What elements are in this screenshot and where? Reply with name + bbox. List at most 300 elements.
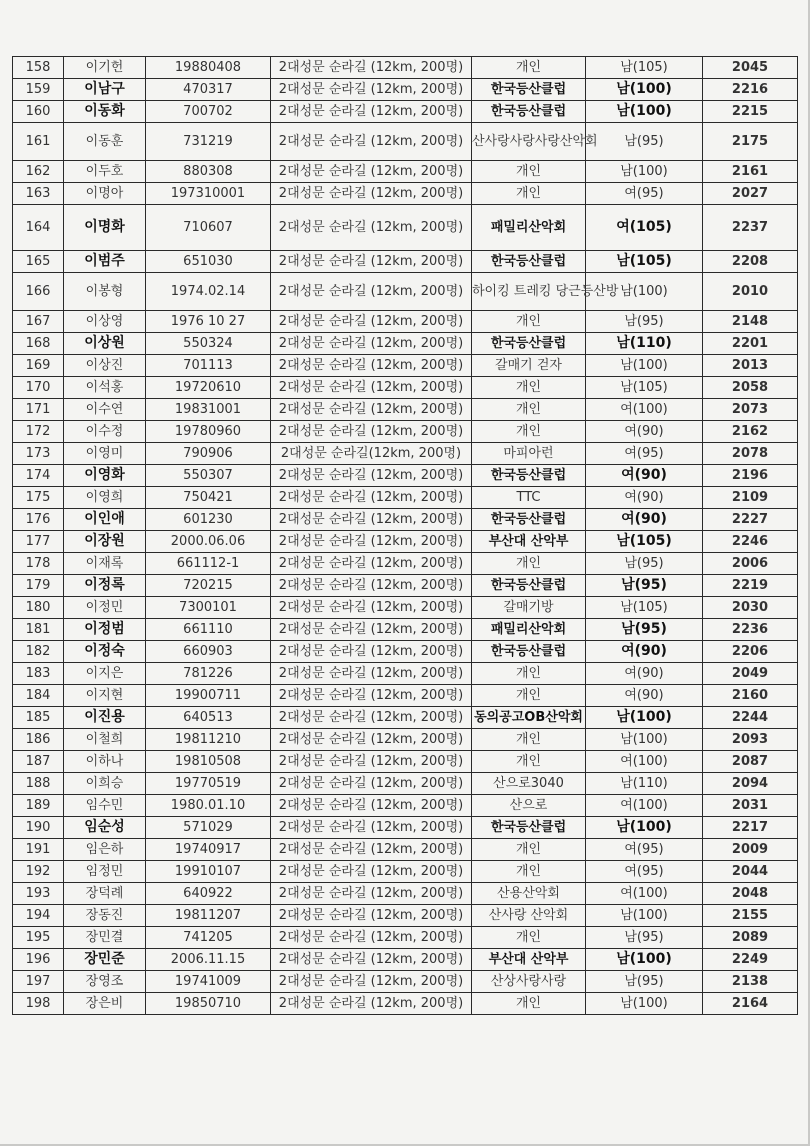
participant-name: 이두호 bbox=[64, 161, 146, 183]
course-name: 2대성문 순라길 (12km, 200명) bbox=[271, 795, 472, 817]
course-name: 2대성문 순라길 (12km, 200명) bbox=[271, 183, 472, 205]
gender-size: 여(95) bbox=[586, 183, 703, 205]
gender-size: 남(95) bbox=[586, 971, 703, 993]
row-number: 192 bbox=[13, 861, 64, 883]
table-row bbox=[13, 575, 798, 597]
participant-name: 이상원 bbox=[64, 333, 146, 355]
table-row bbox=[13, 377, 798, 399]
table-row bbox=[13, 333, 798, 355]
participant-name: 장은비 bbox=[64, 993, 146, 1015]
row-number: 198 bbox=[13, 993, 64, 1015]
course-name: 2대성문 순라길 (12km, 200명) bbox=[271, 487, 472, 509]
course-name: 2대성문 순라길 (12km, 200명) bbox=[271, 729, 472, 751]
affiliation: TTC bbox=[472, 487, 586, 509]
affiliation: 갈매기방 bbox=[472, 597, 586, 619]
course-name: 2대성문 순라길 (12km, 200명) bbox=[271, 333, 472, 355]
record-number: 2148 bbox=[703, 311, 798, 333]
table-row bbox=[13, 729, 798, 751]
birth-date: 19810508 bbox=[146, 751, 271, 773]
gender-size: 여(90) bbox=[586, 509, 703, 531]
table-row bbox=[13, 861, 798, 883]
affiliation: 개인 bbox=[472, 377, 586, 399]
table-row bbox=[13, 355, 798, 377]
participant-table bbox=[12, 56, 798, 1015]
birth-date: 19740917 bbox=[146, 839, 271, 861]
gender-size: 여(90) bbox=[586, 641, 703, 663]
gender-size: 남(100) bbox=[586, 905, 703, 927]
gender-size: 여(90) bbox=[586, 663, 703, 685]
table-row bbox=[13, 531, 798, 553]
affiliation: 한국등산클럽 bbox=[472, 101, 586, 123]
record-number: 2010 bbox=[703, 273, 798, 311]
table-row bbox=[13, 161, 798, 183]
birth-date: 741205 bbox=[146, 927, 271, 949]
affiliation: 개인 bbox=[472, 553, 586, 575]
record-number: 2006 bbox=[703, 553, 798, 575]
birth-date: 19811210 bbox=[146, 729, 271, 751]
gender-size: 남(105) bbox=[586, 251, 703, 273]
birth-date: 640922 bbox=[146, 883, 271, 905]
gender-size: 남(105) bbox=[586, 377, 703, 399]
record-number: 2009 bbox=[703, 839, 798, 861]
birth-date: 19880408 bbox=[146, 57, 271, 79]
table-row bbox=[13, 487, 798, 509]
participant-name: 이장원 bbox=[64, 531, 146, 553]
course-name: 2대성문 순라길 (12km, 200명) bbox=[271, 971, 472, 993]
affiliation: 개인 bbox=[472, 685, 586, 707]
gender-size: 여(95) bbox=[586, 861, 703, 883]
row-number: 188 bbox=[13, 773, 64, 795]
birth-date: 731219 bbox=[146, 123, 271, 161]
participant-name: 임정민 bbox=[64, 861, 146, 883]
gender-size: 남(105) bbox=[586, 531, 703, 553]
affiliation: 동의공고OB산악회 bbox=[472, 707, 586, 729]
gender-size: 남(100) bbox=[586, 817, 703, 839]
participant-name: 이철희 bbox=[64, 729, 146, 751]
table-row bbox=[13, 273, 798, 311]
table-row bbox=[13, 465, 798, 487]
gender-size: 남(100) bbox=[586, 993, 703, 1015]
record-number: 2196 bbox=[703, 465, 798, 487]
table-row bbox=[13, 883, 798, 905]
gender-size: 남(100) bbox=[586, 273, 703, 311]
affiliation: 한국등산클럽 bbox=[472, 333, 586, 355]
course-name: 2대성문 순라길 (12km, 200명) bbox=[271, 619, 472, 641]
participant-name: 이영미 bbox=[64, 443, 146, 465]
gender-size: 남(95) bbox=[586, 575, 703, 597]
course-name: 2대성문 순라길 (12km, 200명) bbox=[271, 205, 472, 251]
affiliation: 한국등산클럽 bbox=[472, 641, 586, 663]
affiliation: 개인 bbox=[472, 861, 586, 883]
participant-name: 이석홍 bbox=[64, 377, 146, 399]
birth-date: 19770519 bbox=[146, 773, 271, 795]
affiliation: 한국등산클럽 bbox=[472, 509, 586, 531]
gender-size: 여(100) bbox=[586, 399, 703, 421]
birth-date: 750421 bbox=[146, 487, 271, 509]
course-name: 2대성문 순라길 (12km, 200명) bbox=[271, 57, 472, 79]
table-row bbox=[13, 839, 798, 861]
birth-date: 7300101 bbox=[146, 597, 271, 619]
record-number: 2031 bbox=[703, 795, 798, 817]
row-number: 189 bbox=[13, 795, 64, 817]
table-row bbox=[13, 949, 798, 971]
course-name: 2대성문 순라길 (12km, 200명) bbox=[271, 773, 472, 795]
course-name: 2대성문 순라길 (12km, 200명) bbox=[271, 465, 472, 487]
row-number: 179 bbox=[13, 575, 64, 597]
gender-size: 남(95) bbox=[586, 123, 703, 161]
birth-date: 661112-1 bbox=[146, 553, 271, 575]
table-row bbox=[13, 79, 798, 101]
affiliation: 개인 bbox=[472, 927, 586, 949]
row-number: 160 bbox=[13, 101, 64, 123]
row-number: 186 bbox=[13, 729, 64, 751]
participant-name: 장덕례 bbox=[64, 883, 146, 905]
record-number: 2058 bbox=[703, 377, 798, 399]
birth-date: 19900711 bbox=[146, 685, 271, 707]
affiliation: 산사랑사랑사랑산악회 bbox=[472, 123, 586, 161]
gender-size: 여(100) bbox=[586, 751, 703, 773]
affiliation: 개인 bbox=[472, 399, 586, 421]
participant-name: 이정범 bbox=[64, 619, 146, 641]
row-number: 172 bbox=[13, 421, 64, 443]
gender-size: 남(100) bbox=[586, 949, 703, 971]
birth-date: 640513 bbox=[146, 707, 271, 729]
affiliation: 부산대 산악부 bbox=[472, 949, 586, 971]
birth-date: 701113 bbox=[146, 355, 271, 377]
table-row bbox=[13, 641, 798, 663]
table-row bbox=[13, 751, 798, 773]
course-name: 2대성문 순라길 (12km, 200명) bbox=[271, 311, 472, 333]
affiliation: 마피아런 bbox=[472, 443, 586, 465]
participant-name: 이수정 bbox=[64, 421, 146, 443]
affiliation: 갈매기 걷자 bbox=[472, 355, 586, 377]
course-name: 2대성문 순라길 (12km, 200명) bbox=[271, 273, 472, 311]
table-row bbox=[13, 251, 798, 273]
row-number: 158 bbox=[13, 57, 64, 79]
gender-size: 남(100) bbox=[586, 161, 703, 183]
birth-date: 550307 bbox=[146, 465, 271, 487]
birth-date: 19741009 bbox=[146, 971, 271, 993]
participant-name: 이지은 bbox=[64, 663, 146, 685]
row-number: 167 bbox=[13, 311, 64, 333]
course-name: 2대성문 순라길 (12km, 200명) bbox=[271, 355, 472, 377]
record-number: 2013 bbox=[703, 355, 798, 377]
course-name: 2대성문 순라길 (12km, 200명) bbox=[271, 421, 472, 443]
participant-name: 이정민 bbox=[64, 597, 146, 619]
gender-size: 남(95) bbox=[586, 927, 703, 949]
row-number: 176 bbox=[13, 509, 64, 531]
affiliation: 한국등산클럽 bbox=[472, 817, 586, 839]
birth-date: 197310001 bbox=[146, 183, 271, 205]
affiliation: 개인 bbox=[472, 421, 586, 443]
affiliation: 패밀리산악회 bbox=[472, 619, 586, 641]
affiliation: 산상사랑사랑 bbox=[472, 971, 586, 993]
record-number: 2078 bbox=[703, 443, 798, 465]
record-number: 2089 bbox=[703, 927, 798, 949]
birth-date: 19811207 bbox=[146, 905, 271, 927]
gender-size: 여(105) bbox=[586, 205, 703, 251]
row-number: 187 bbox=[13, 751, 64, 773]
participant-name: 이영희 bbox=[64, 487, 146, 509]
table-row bbox=[13, 205, 798, 251]
record-number: 2045 bbox=[703, 57, 798, 79]
affiliation: 개인 bbox=[472, 839, 586, 861]
table-row bbox=[13, 421, 798, 443]
record-number: 2175 bbox=[703, 123, 798, 161]
course-name: 2대성문 순라길 (12km, 200명) bbox=[271, 883, 472, 905]
participant-name: 이상영 bbox=[64, 311, 146, 333]
birth-date: 571029 bbox=[146, 817, 271, 839]
participant-name: 이봉형 bbox=[64, 273, 146, 311]
participant-name: 이정숙 bbox=[64, 641, 146, 663]
record-number: 2044 bbox=[703, 861, 798, 883]
participant-name: 장민결 bbox=[64, 927, 146, 949]
affiliation: 한국등산클럽 bbox=[472, 575, 586, 597]
course-name: 2대성문 순라길 (12km, 200명) bbox=[271, 575, 472, 597]
participant-name: 이남구 bbox=[64, 79, 146, 101]
record-number: 2162 bbox=[703, 421, 798, 443]
row-number: 195 bbox=[13, 927, 64, 949]
course-name: 2대성문 순라길 (12km, 200명) bbox=[271, 905, 472, 927]
table-row bbox=[13, 399, 798, 421]
birth-date: 651030 bbox=[146, 251, 271, 273]
birth-date: 660903 bbox=[146, 641, 271, 663]
affiliation: 개인 bbox=[472, 161, 586, 183]
affiliation: 개인 bbox=[472, 183, 586, 205]
affiliation: 산사랑 산악회 bbox=[472, 905, 586, 927]
birth-date: 19910107 bbox=[146, 861, 271, 883]
gender-size: 남(110) bbox=[586, 333, 703, 355]
table-row bbox=[13, 101, 798, 123]
affiliation: 한국등산클럽 bbox=[472, 251, 586, 273]
affiliation: 산으로 bbox=[472, 795, 586, 817]
record-number: 2027 bbox=[703, 183, 798, 205]
course-name: 2대성문 순라길 (12km, 200명) bbox=[271, 531, 472, 553]
birth-date: 19720610 bbox=[146, 377, 271, 399]
birth-date: 661110 bbox=[146, 619, 271, 641]
record-number: 2215 bbox=[703, 101, 798, 123]
course-name: 2대성문 순라길 (12km, 200명) bbox=[271, 509, 472, 531]
row-number: 182 bbox=[13, 641, 64, 663]
table-row bbox=[13, 597, 798, 619]
row-number: 161 bbox=[13, 123, 64, 161]
row-number: 169 bbox=[13, 355, 64, 377]
affiliation: 개인 bbox=[472, 663, 586, 685]
row-number: 174 bbox=[13, 465, 64, 487]
gender-size: 남(95) bbox=[586, 311, 703, 333]
record-number: 2049 bbox=[703, 663, 798, 685]
row-number: 165 bbox=[13, 251, 64, 273]
table-row bbox=[13, 685, 798, 707]
record-number: 2030 bbox=[703, 597, 798, 619]
row-number: 196 bbox=[13, 949, 64, 971]
birth-date: 550324 bbox=[146, 333, 271, 355]
affiliation: 하이킹 트레킹 당근등산방 bbox=[472, 273, 586, 311]
row-number: 181 bbox=[13, 619, 64, 641]
record-number: 2161 bbox=[703, 161, 798, 183]
record-number: 2236 bbox=[703, 619, 798, 641]
record-number: 2155 bbox=[703, 905, 798, 927]
record-number: 2109 bbox=[703, 487, 798, 509]
birth-date: 19780960 bbox=[146, 421, 271, 443]
participant-name: 장민준 bbox=[64, 949, 146, 971]
birth-date: 710607 bbox=[146, 205, 271, 251]
course-name: 2대성문 순라길 (12km, 200명) bbox=[271, 251, 472, 273]
affiliation: 개인 bbox=[472, 729, 586, 751]
gender-size: 남(100) bbox=[586, 101, 703, 123]
gender-size: 여(100) bbox=[586, 795, 703, 817]
participant-name: 임수민 bbox=[64, 795, 146, 817]
course-name: 2대성문 순라길 (12km, 200명) bbox=[271, 553, 472, 575]
row-number: 173 bbox=[13, 443, 64, 465]
course-name: 2대성문 순라길 (12km, 200명) bbox=[271, 751, 472, 773]
gender-size: 남(95) bbox=[586, 619, 703, 641]
affiliation: 산으로3040 bbox=[472, 773, 586, 795]
course-name: 2대성문 순라길 (12km, 200명) bbox=[271, 949, 472, 971]
table-row bbox=[13, 311, 798, 333]
row-number: 175 bbox=[13, 487, 64, 509]
course-name: 2대성문 순라길 (12km, 200명) bbox=[271, 663, 472, 685]
participant-name: 이수연 bbox=[64, 399, 146, 421]
course-name: 2대성문 순라길 (12km, 200명) bbox=[271, 377, 472, 399]
gender-size: 여(90) bbox=[586, 421, 703, 443]
row-number: 163 bbox=[13, 183, 64, 205]
table-row bbox=[13, 993, 798, 1015]
record-number: 2087 bbox=[703, 751, 798, 773]
gender-size: 남(95) bbox=[586, 553, 703, 575]
affiliation: 한국등산클럽 bbox=[472, 465, 586, 487]
participant-name: 이명화 bbox=[64, 205, 146, 251]
row-number: 168 bbox=[13, 333, 64, 355]
row-number: 194 bbox=[13, 905, 64, 927]
participant-name: 임순성 bbox=[64, 817, 146, 839]
participant-name: 이진용 bbox=[64, 707, 146, 729]
participant-name: 이명아 bbox=[64, 183, 146, 205]
birth-date: 601230 bbox=[146, 509, 271, 531]
birth-date: 1980.01.10 bbox=[146, 795, 271, 817]
affiliation: 부산대 산악부 bbox=[472, 531, 586, 553]
course-name: 2대성문 순라길 (12km, 200명) bbox=[271, 641, 472, 663]
course-name: 2대성문 순라길 (12km, 200명) bbox=[271, 993, 472, 1015]
row-number: 171 bbox=[13, 399, 64, 421]
record-number: 2138 bbox=[703, 971, 798, 993]
table-row bbox=[13, 773, 798, 795]
table-row bbox=[13, 57, 798, 79]
row-number: 162 bbox=[13, 161, 64, 183]
affiliation: 개인 bbox=[472, 751, 586, 773]
record-number: 2094 bbox=[703, 773, 798, 795]
affiliation: 한국등산클럽 bbox=[472, 79, 586, 101]
birth-date: 781226 bbox=[146, 663, 271, 685]
course-name: 2대성문 순라길 (12km, 200명) bbox=[271, 707, 472, 729]
participant-name: 이하나 bbox=[64, 751, 146, 773]
course-name: 2대성문 순라길 (12km, 200명) bbox=[271, 817, 472, 839]
gender-size: 남(100) bbox=[586, 707, 703, 729]
affiliation: 개인 bbox=[472, 57, 586, 79]
participant-name: 임은하 bbox=[64, 839, 146, 861]
record-number: 2246 bbox=[703, 531, 798, 553]
row-number: 170 bbox=[13, 377, 64, 399]
gender-size: 남(100) bbox=[586, 355, 703, 377]
table-body bbox=[13, 57, 798, 1015]
gender-size: 여(90) bbox=[586, 487, 703, 509]
table-row bbox=[13, 663, 798, 685]
row-number: 177 bbox=[13, 531, 64, 553]
participant-name: 이동훈 bbox=[64, 123, 146, 161]
record-number: 2237 bbox=[703, 205, 798, 251]
birth-date: 720215 bbox=[146, 575, 271, 597]
row-number: 197 bbox=[13, 971, 64, 993]
row-number: 184 bbox=[13, 685, 64, 707]
course-name: 2대성문 순라길 (12km, 200명) bbox=[271, 685, 472, 707]
row-number: 183 bbox=[13, 663, 64, 685]
record-number: 2249 bbox=[703, 949, 798, 971]
row-number: 193 bbox=[13, 883, 64, 905]
row-number: 191 bbox=[13, 839, 64, 861]
participant-name: 이지현 bbox=[64, 685, 146, 707]
participant-name: 이정록 bbox=[64, 575, 146, 597]
record-number: 2227 bbox=[703, 509, 798, 531]
course-name: 2대성문 순라길 (12km, 200명) bbox=[271, 399, 472, 421]
gender-size: 남(100) bbox=[586, 79, 703, 101]
row-number: 164 bbox=[13, 205, 64, 251]
course-name: 2대성문 순라길 (12km, 200명) bbox=[271, 597, 472, 619]
birth-date: 19850710 bbox=[146, 993, 271, 1015]
record-number: 2244 bbox=[703, 707, 798, 729]
row-number: 159 bbox=[13, 79, 64, 101]
record-number: 2093 bbox=[703, 729, 798, 751]
record-number: 2219 bbox=[703, 575, 798, 597]
birth-date: 880308 bbox=[146, 161, 271, 183]
row-number: 185 bbox=[13, 707, 64, 729]
birth-date: 700702 bbox=[146, 101, 271, 123]
participant-name: 이영화 bbox=[64, 465, 146, 487]
participant-name: 이동화 bbox=[64, 101, 146, 123]
course-name: 2대성문 순라길(12km, 200명) bbox=[271, 443, 472, 465]
record-number: 2208 bbox=[703, 251, 798, 273]
birth-date: 2000.06.06 bbox=[146, 531, 271, 553]
course-name: 2대성문 순라길 (12km, 200명) bbox=[271, 861, 472, 883]
table-row bbox=[13, 619, 798, 641]
participant-name: 장영조 bbox=[64, 971, 146, 993]
affiliation: 패밀리산악회 bbox=[472, 205, 586, 251]
row-number: 180 bbox=[13, 597, 64, 619]
participant-name: 이기헌 bbox=[64, 57, 146, 79]
course-name: 2대성문 순라길 (12km, 200명) bbox=[271, 123, 472, 161]
table-row bbox=[13, 707, 798, 729]
birth-date: 1974.02.14 bbox=[146, 273, 271, 311]
affiliation: 개인 bbox=[472, 993, 586, 1015]
birth-date: 19831001 bbox=[146, 399, 271, 421]
course-name: 2대성문 순라길 (12km, 200명) bbox=[271, 839, 472, 861]
table-row bbox=[13, 183, 798, 205]
gender-size: 여(95) bbox=[586, 839, 703, 861]
table-row bbox=[13, 509, 798, 531]
table-row bbox=[13, 123, 798, 161]
gender-size: 남(105) bbox=[586, 57, 703, 79]
course-name: 2대성문 순라길 (12km, 200명) bbox=[271, 79, 472, 101]
table-row bbox=[13, 817, 798, 839]
record-number: 2073 bbox=[703, 399, 798, 421]
birth-date: 470317 bbox=[146, 79, 271, 101]
participant-name: 이범주 bbox=[64, 251, 146, 273]
gender-size: 여(95) bbox=[586, 443, 703, 465]
gender-size: 여(90) bbox=[586, 685, 703, 707]
table-row bbox=[13, 795, 798, 817]
gender-size: 여(100) bbox=[586, 883, 703, 905]
gender-size: 남(110) bbox=[586, 773, 703, 795]
record-number: 2164 bbox=[703, 993, 798, 1015]
